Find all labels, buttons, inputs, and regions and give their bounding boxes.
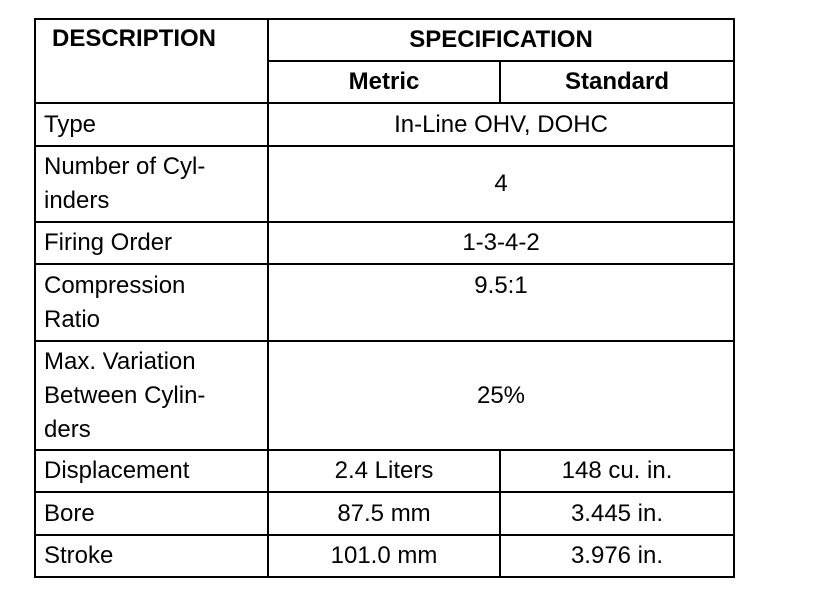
table-row [35,450,734,492]
table-row [35,341,734,450]
label-line: Number of Cyl- [44,153,206,180]
engine-spec-table [34,18,735,578]
label-line: ders [44,415,91,443]
label-line: Max. Variation [44,347,196,375]
standard-header: Standard [500,61,734,103]
row-label: Type [35,103,268,146]
row-value: In-Line OHV, DOHC [268,103,734,146]
table-row [35,103,734,146]
table-row [35,146,734,222]
row-value: 25% [268,341,734,450]
standard-value: 3.976 in. [500,535,734,577]
standard-value: 3.445 in. [500,492,734,535]
standard-value: 148 cu. in. [500,450,734,492]
specification-header: SPECIFICATION [268,19,734,61]
metric-header: Metric [268,61,500,103]
label-line: inders [44,187,110,214]
row-label: Displacement [35,450,268,492]
header-row [35,19,734,61]
row-value: 4 [268,146,734,222]
row-label [35,264,268,341]
metric-value: 101.0 mm [268,535,500,577]
metric-value: 87.5 mm [268,492,500,535]
row-label: Stroke [35,535,268,577]
table-row [35,222,734,264]
table-row [35,535,734,577]
row-label: Bore [35,492,268,535]
row-value: 9.5:1 [268,264,734,341]
label-line: Compression [44,271,186,299]
row-label [35,146,268,222]
row-value: 1-3-4-2 [268,222,734,264]
metric-value: 2.4 Liters [268,450,500,492]
row-label [35,341,268,450]
table-row [35,492,734,535]
row-label: Firing Order [35,222,268,264]
label-line: Ratio [44,305,101,333]
table-row [35,264,734,341]
description-header: DESCRIPTION [35,19,268,103]
label-line: Between Cylin- [44,381,206,409]
